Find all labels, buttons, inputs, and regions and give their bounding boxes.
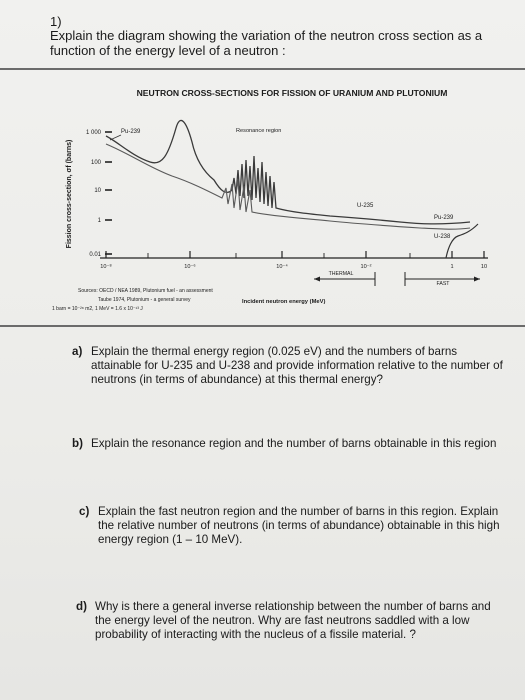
y-tick-label: 1: [97, 218, 101, 224]
svg-text:THERMAL: THERMAL: [328, 271, 354, 277]
y-tick-label: 100: [90, 160, 101, 166]
y-tick-label: 1 000: [85, 130, 101, 136]
x-tick-label: 10⁻⁶: [184, 264, 196, 270]
resonance-region-label: Resonance region: [236, 128, 282, 134]
x-tick-label: 10⁻⁴: [276, 264, 288, 270]
part-b: [72, 437, 512, 453]
y-axis-label: Fission cross-section, σf (barns): [66, 139, 73, 249]
part-c-label: c): [79, 505, 90, 518]
x-tick-label: 1: [450, 264, 454, 270]
x-axis-label: Incident neutron energy (MeV): [242, 299, 326, 305]
part-b-text: Explain the resonance region and the number of barns obtainable in this region: [91, 437, 497, 450]
question-number: 1): [50, 14, 62, 29]
y-tick-label: 10: [94, 188, 101, 194]
top-divider: [0, 68, 525, 70]
cross-section-chart: [0, 72, 525, 322]
series-u235-line: [106, 144, 470, 229]
part-c: [79, 505, 509, 549]
part-d: [76, 600, 508, 644]
x-axis-ticks: [100, 251, 487, 270]
part-b-label: b): [72, 437, 83, 450]
svg-text:FAST: FAST: [436, 281, 450, 287]
part-a: [72, 345, 512, 389]
question-title: Explain the diagram showing the variation of the neutron cross section as a function of the energy level of a neutron :: [50, 28, 483, 58]
series-layer: [106, 120, 478, 258]
legend-pu239-top: Pu-239: [121, 129, 141, 135]
x-tick-label: 10⁻²: [360, 264, 372, 270]
y-tick-label: 0.01: [89, 252, 101, 258]
legend-pu239-right: Pu-239: [434, 215, 454, 221]
source-line-1: Sources: OECD / NEA 1989, Plutonium fuel - an assessment: [78, 288, 213, 294]
middle-divider: [0, 325, 525, 327]
fast-marker: [405, 272, 480, 287]
x-tick-label: 10⁻⁸: [100, 264, 112, 270]
source-line-2: Taube 1974, Plutonium - a general survey: [98, 297, 191, 303]
x-tick-label: 10: [480, 264, 488, 270]
source-line-3: 1 barn = 10⁻²⁸ m2, 1 MeV = 1.6 x 10⁻¹³ J: [52, 306, 143, 312]
thermal-marker: [314, 271, 375, 286]
legend-pu239-top-leader: [110, 135, 121, 140]
part-c-text: Explain the fast neutron region and the number of barns in this region. Explain the relative number of neutrons (in terms of abundance) obtainable in this high energy region (1 – 10 MeV).: [98, 505, 500, 546]
y-axis-ticks: [86, 130, 112, 258]
legend-u238: U-238: [434, 234, 451, 240]
legend-u235: U-235: [357, 203, 374, 209]
chart-title: NEUTRON CROSS-SECTIONS FOR FISSION OF URANIUM AND PLUTONIUM: [136, 88, 448, 98]
part-a-label: a): [72, 345, 83, 358]
part-d-text: Why is there a general inverse relationship between the number of barns and the energy level of the neutron. Why are fast neutrons saddled with a low probability of interacting with the nucleus of a fissile material. ?: [95, 600, 491, 641]
part-d-label: d): [76, 600, 87, 613]
series-pu239-line: [106, 120, 470, 223]
part-a-text: Explain the thermal energy region (0.025 eV) and the numbers of barns attainable for U-235 and U-238 and provide information relative to the number of neutrons (in terms of abundance) at this thermal energy?: [91, 345, 503, 386]
